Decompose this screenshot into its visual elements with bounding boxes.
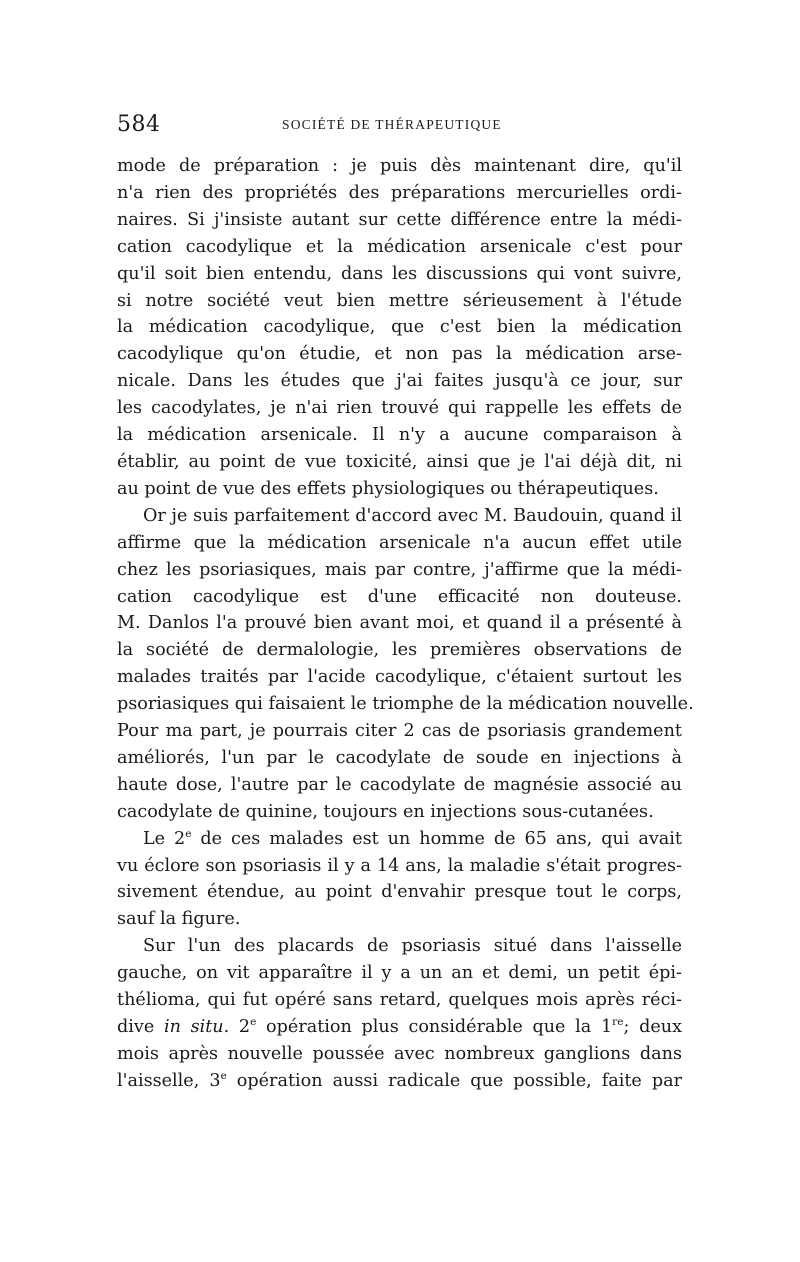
text-line [117,826,682,853]
paragraph-4 [117,933,682,1094]
text-run: 2 [229,1017,251,1037]
paragraph-2 [117,503,694,826]
page-header [117,112,680,142]
text-line: nicale. Dans les études que j'ai faites jusqu'à ce jour, sur [117,371,682,392]
text-line: cacodylique qu'on étudie, et non pas la médication arse- [117,344,682,365]
text-line: établir, au point de vue toxicité, ainsi que je l'ai déjà dit, ni [117,451,682,472]
text-line: naires. Si j'insiste autant sur cette différence entre la médi- [117,209,682,230]
text-line: les cacodylates, je n'ai rien trouvé qui rappelle les effets de [117,398,682,419]
text-line: haute dose, l'autre par le cacodylate de magnésie associé au [117,774,682,795]
text-line [117,1068,682,1095]
text-line: qu'il soit bien entendu, dans les discussions qui vont suivre, [117,263,682,284]
superscript: e [220,1069,227,1082]
text-line: la médication cacodylique, que c'est bien la médication [117,317,682,338]
text-run: Le 2 [143,828,186,849]
text-line: psoriasiques qui faisaient le triomphe de la médication nouvelle. [117,694,694,715]
text-line: chez les psoriasiques, mais par contre, j'affirme que la médi- [117,559,682,580]
text-line: n'a rien des propriétés des préparations mercurielles ordi- [117,182,682,203]
text-line: affirme que la médication arsenicale n'a aucun effet utile [117,532,682,553]
text-line: malades traités par l'acide cacodylique, c'étaient surtout les [117,667,682,688]
text-line: vu éclore son psoriasis il y a 14 ans, la maladie s'était progres- [117,855,682,876]
running-title: SOCIÉTÉ DE THÉRAPEUTIQUE [282,117,502,132]
page-number: 584 [117,112,161,137]
italic-text: in situ. [163,1017,230,1037]
text-line: cacodylate de quinine, toujours en injections sous-cutanées. [117,801,654,822]
text-run: dive [117,1017,164,1037]
text-line: Pour ma part, je pourrais citer 2 cas de psoriasis grandement [117,721,682,742]
text-line: thélioma, qui fut opéré sans retard, quelques mois après réci- [117,990,682,1011]
text-run: opération plus considérable que la 1 [256,1017,613,1037]
text-run: de ces malades est un homme de 65 ans, qui avait [191,828,682,849]
text-line: cation cacodylique est d'une efficacité non douteuse. [117,586,682,607]
text-line: améliorés, l'un par le cacodylate de soude en injections à [117,747,682,768]
text-run: l'aisselle, 3 [117,1070,221,1091]
body-text [117,153,694,1095]
superscript: e [185,827,192,840]
text-run: opération aussi radicale que possible, faite par [226,1070,682,1091]
text-line: sivement étendue, au point d'envahir presque tout le corps, [117,882,682,903]
text-line: mode de préparation : je puis dès maintenant dire, qu'il [117,156,682,176]
text-line: Or je suis parfaitement d'accord avec M. Baudouin, quand il [143,505,682,526]
text-line: cation cacodylique et la médication arsenicale c'est pour [117,236,682,257]
text-line: M. Danlos l'a prouvé bien avant moi, et quand il a présenté à [117,613,682,634]
paragraph-3 [117,826,682,934]
text-line: au point de vue des effets physiologiques ou thérapeutiques. [117,478,659,499]
text-line: la médication arsenicale. Il n'y a aucune comparaison à [117,425,682,446]
text-line: Sur l'un des placards de psoriasis situé dans l'aisselle [143,936,682,957]
text-line [117,1014,682,1041]
paragraph-1 [117,153,682,503]
superscript: re [612,1016,624,1029]
text-line: la société de dermalologie, les premières observations de [117,640,682,661]
text-run: ; deux [623,1017,682,1037]
text-line: gauche, on vit apparaître il y a un an et demi, un petit épi- [117,963,682,984]
superscript: e [250,1016,257,1029]
text-line: sauf la figure. [117,909,241,930]
text-line: mois après nouvelle poussée avec nombreux ganglions dans [117,1043,682,1064]
text-line: si notre société veut bien mettre sérieusement à l'étude [117,290,682,311]
